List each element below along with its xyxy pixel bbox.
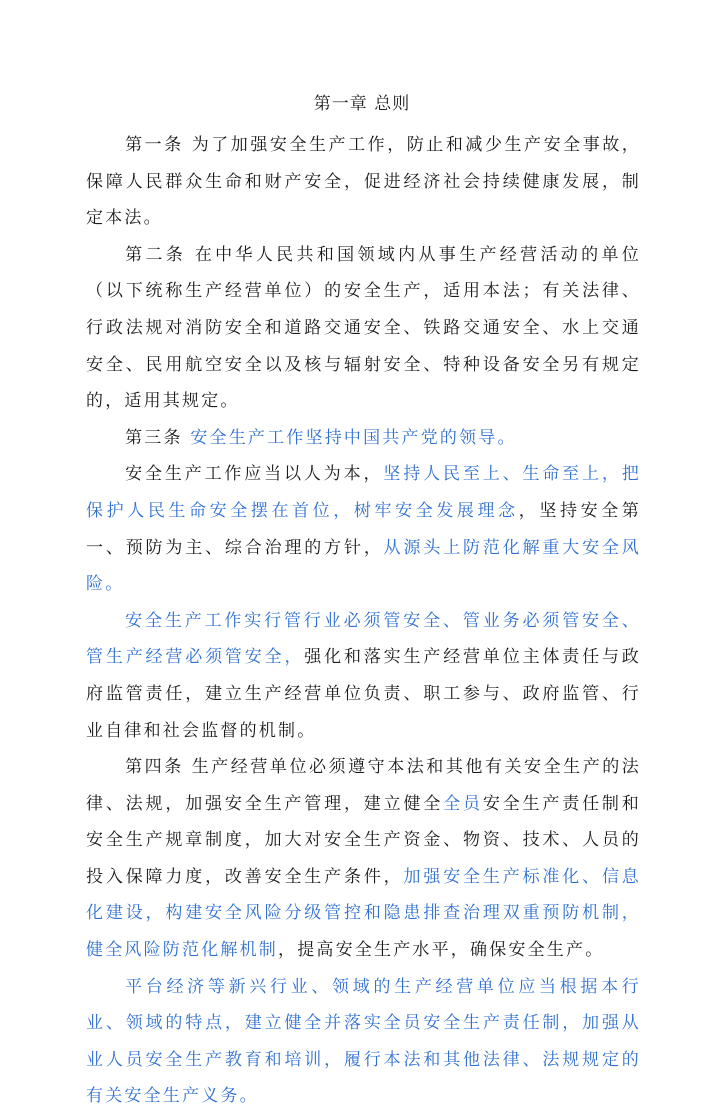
highlighted-text: 平台经济等新兴行业、领域的生产经营单位应当根据本行业、领域的特点，建立健全并落实全员安全生产责任制，加强从业人员安全生产教育和培训，履行本法和其他法律、法规规定的有关安全生产义务。 — [86, 976, 641, 1107]
article-paragraph — [86, 603, 641, 749]
highlighted-text: 安全生产工作实行管行业必须管安全、管业务必须管安全、管生产经营必须管安全， — [86, 610, 641, 668]
paragraph-text: ，提高安全生产水平，确保安全生产。 — [278, 940, 605, 961]
paragraph-text: 第一条 为了加强安全生产工作，防止和减少生产安全事故，保障人民群众生命和财产安全，促进经济社会持续健康发展，制定本法。 — [86, 135, 641, 229]
article-paragraph — [86, 420, 641, 457]
highlighted-text: 坚持人民至上、生命至上，把保护人民生命安全摆在首位，树牢安全发展理念 — [86, 464, 641, 521]
chapter-title: 第一章 总则 — [313, 94, 411, 114]
paragraph-text: 安全生产工作应当以人为本， — [125, 464, 384, 485]
highlighted-text: 安全生产工作坚持中国共产党的领导。 — [190, 427, 517, 448]
highlighted-text: 加强安全生产标准化、信息化建设，构建安全风险分级管控和隐患排查治理双重预防机制，健全风险防范化解机制 — [86, 866, 642, 961]
paragraph-text: 第二条 在中华人民共和国领域内从事生产经营活动的单位（以下统称生产经营单位）的安全生产，适用本法；有关法律、行政法规对消防安全和道路交通安全、铁路交通安全、水上交通安全、民用航空安全以及核与辐射安全、特种设备安全另有规定的，适用其规定。 — [86, 244, 641, 412]
paragraph-text: 安全生产责任制和安全生产规章制度，加大对安全生产资金、物资、技术、人员的投入保障力度，改善安全生产条件， — [86, 793, 641, 887]
paragraph-text: ，坚持安全第一、预防为主、综合治理的方针， — [86, 500, 642, 558]
document-body — [86, 127, 641, 1115]
article-paragraph — [86, 749, 641, 969]
article-paragraph — [86, 456, 641, 602]
paragraph-text: 强化和落实生产经营单位主体责任与政府监管责任，建立生产经营单位负责、职工参与、政府监管、行业自律和社会监督的机制。 — [86, 647, 642, 741]
article-paragraph — [86, 237, 641, 420]
article-paragraph — [86, 127, 641, 237]
paragraph-text: 第三条 — [125, 427, 191, 448]
highlighted-text: 从源头上防范化解重大安全风险。 — [86, 537, 642, 595]
article-paragraph — [86, 969, 641, 1115]
highlighted-text: 全员 — [443, 793, 483, 814]
paragraph-text: 第四条 生产经营单位必须遵守本法和其他有关安全生产的法律、法规，加强安全生产管理，建立健全 — [86, 757, 641, 814]
